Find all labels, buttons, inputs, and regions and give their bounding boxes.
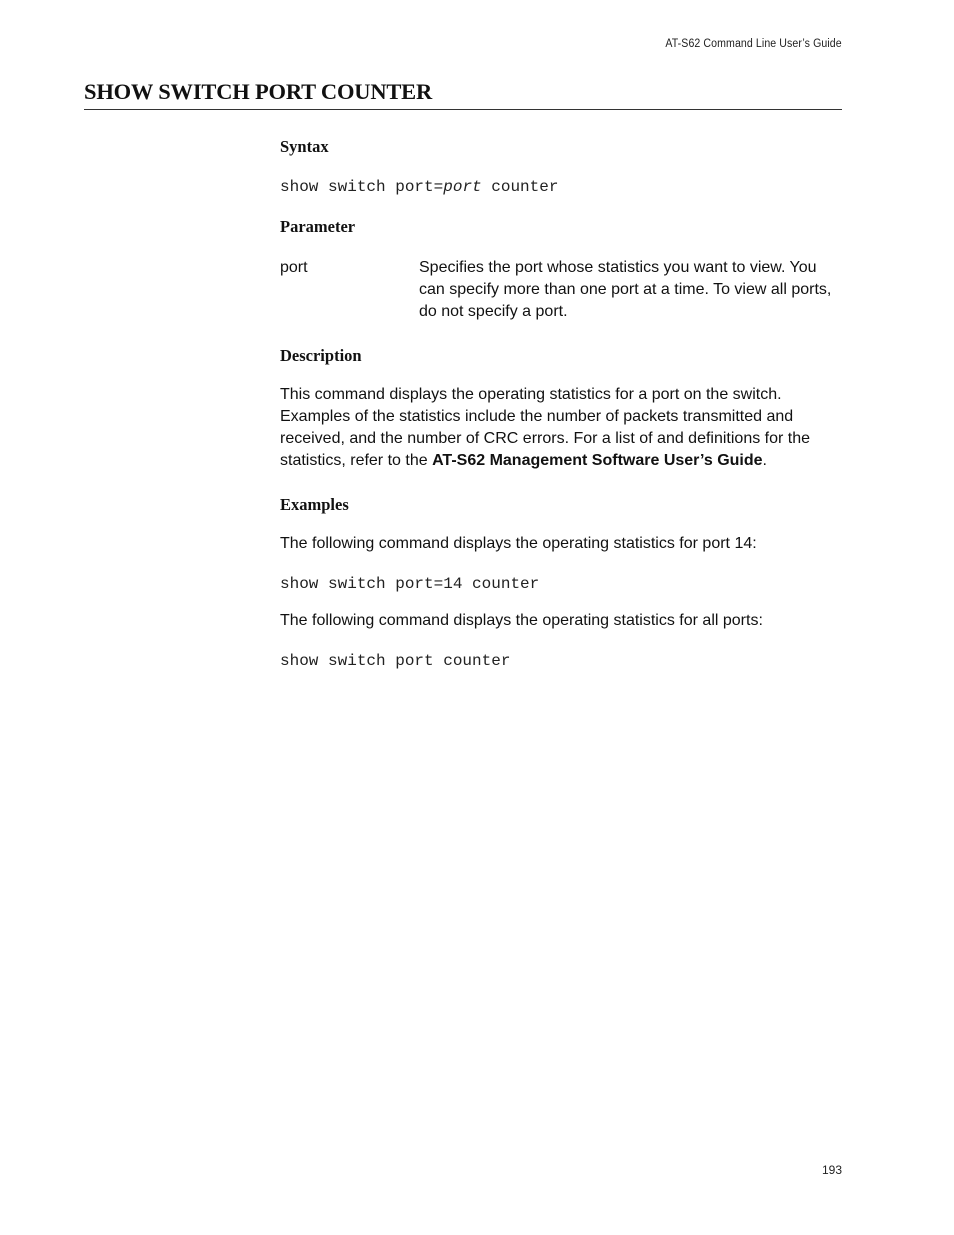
- description-text-main: This command displays the operating statistics for a port on the switch. Examples of the statistics include the number of packets transmitted and received, and the number of CRC errors. For a list of and definitions for the statistics, refer to the: [280, 386, 811, 469]
- example-code-2: show switch port counter: [280, 652, 511, 670]
- examples-heading: Examples: [280, 495, 349, 514]
- example-intro-2: The following command displays the operating statistics for all ports:: [280, 612, 763, 629]
- page-number: 193: [821, 1163, 842, 1177]
- parameter-name: port: [280, 259, 308, 276]
- example-code-1: show switch port=14 counter: [280, 575, 540, 593]
- parameter-row: [280, 257, 842, 323]
- example-intro-1: The following command displays the operating statistics for port 14:: [280, 535, 757, 552]
- parameter-heading: Parameter: [280, 217, 356, 236]
- syntax-command-param: port: [443, 178, 482, 196]
- running-header: AT-S62 Command Line User’s Guide: [665, 38, 842, 50]
- syntax-command-prefix: show switch port=: [280, 178, 444, 196]
- parameter-description: Specifies the port whose statistics you want to view. You can specify more than one port at a time. To view all ports, do not specify a port.: [419, 259, 832, 320]
- syntax-command-suffix: counter: [481, 178, 559, 196]
- description-heading: Description: [280, 346, 362, 365]
- content-column: [280, 136, 842, 671]
- description-text: [280, 384, 842, 472]
- guide-reference: AT-S62 Management Software User’s Guide: [432, 452, 763, 469]
- syntax-heading: Syntax: [280, 137, 329, 156]
- syntax-command: [280, 177, 842, 197]
- page-title: SHOW SWITCH PORT COUNTER: [84, 78, 842, 110]
- description-text-end: .: [762, 452, 767, 469]
